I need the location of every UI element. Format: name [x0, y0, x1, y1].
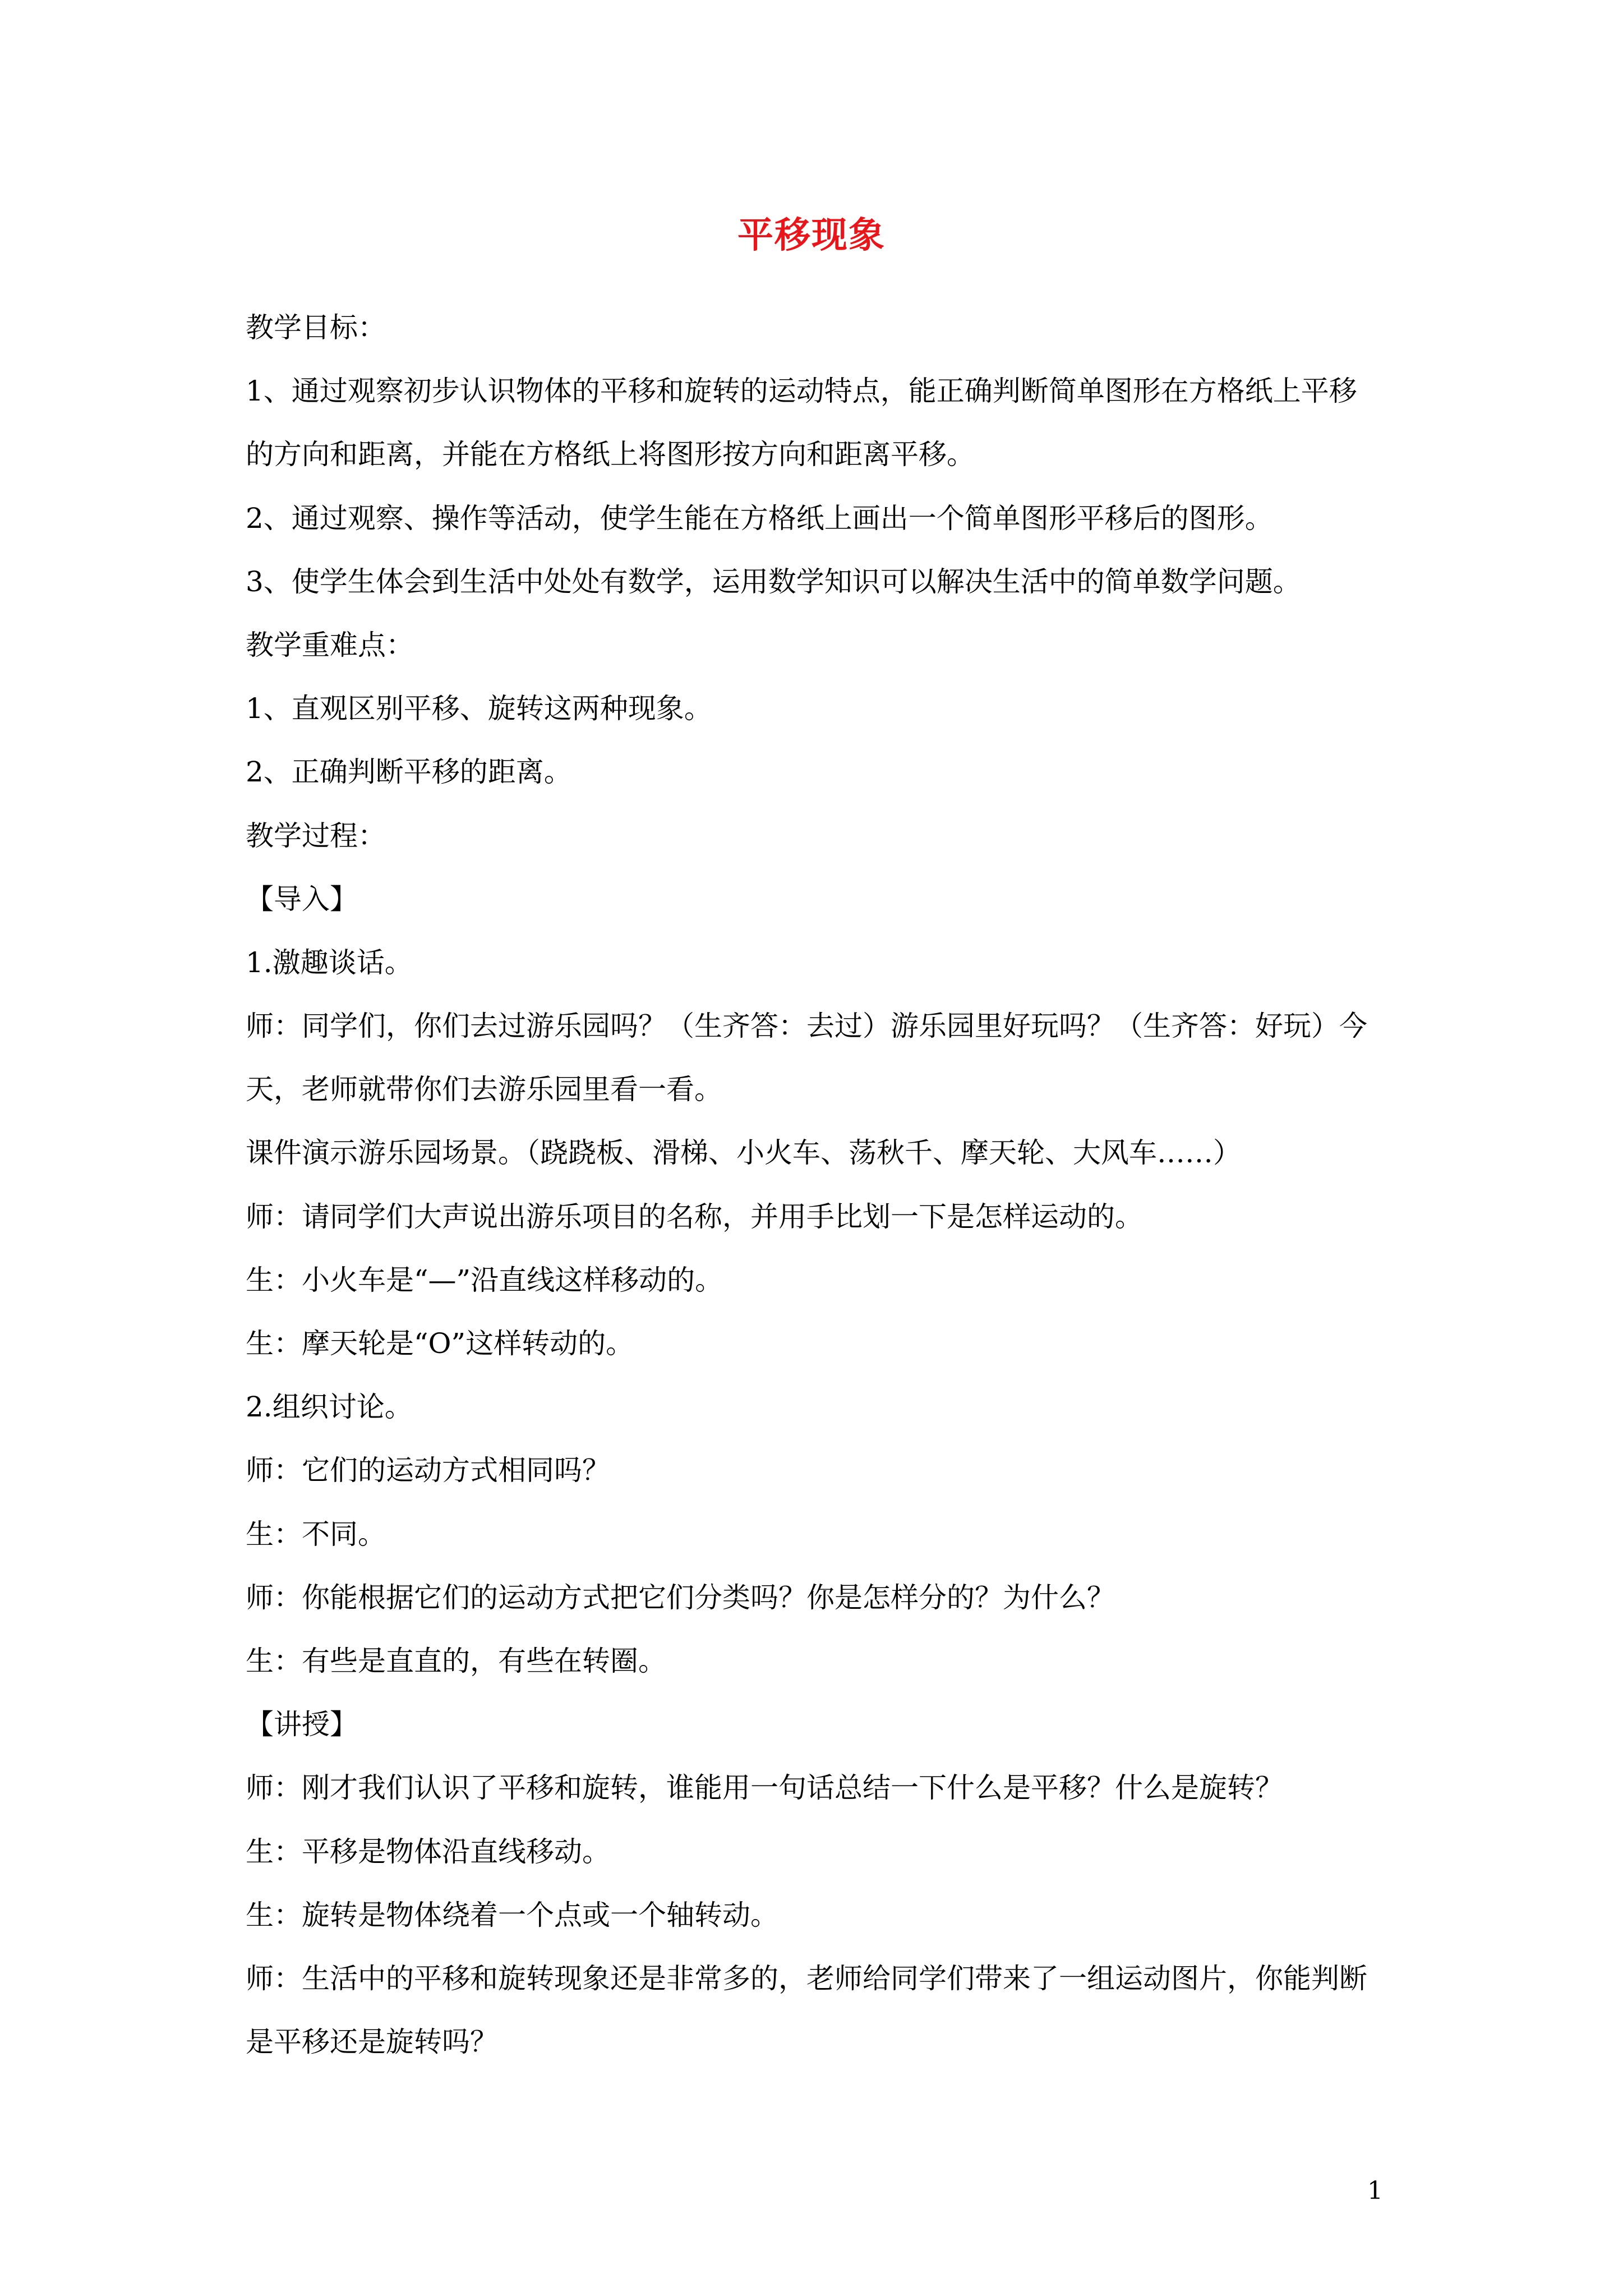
paragraph-line: 是平移还是旋转吗？: [246, 2026, 498, 2059]
paragraph-line: 师：同学们，你们去过游乐园吗？（生齐答：去过）游乐园里好玩吗？（生齐答：好玩）今: [246, 1010, 1367, 1043]
paragraph-line: 1、直观区别平移、旋转这两种现象。: [246, 692, 712, 725]
paragraph-line: 生：小火车是“—”沿直线这样移动的。: [246, 1263, 723, 1296]
paragraph-line: 课件演示游乐园场景。（跷跷板、滑梯、小火车、荡秋千、摩天轮、大风车……）: [246, 1137, 1241, 1170]
section-heading-objectives: 教学目标：: [246, 311, 386, 344]
page-number: 1: [1367, 2177, 1383, 2205]
paragraph-line: 2、通过观察、操作等活动，使学生能在方格纸上画出一个简单图形平移后的图形。: [246, 501, 1273, 535]
paragraph-line: 师：请同学们大声说出游乐项目的名称，并用手比划一下是怎样运动的。: [246, 1200, 1143, 1233]
paragraph-line: 师：它们的运动方式相同吗？: [246, 1454, 610, 1487]
document-body: [246, 296, 1380, 2074]
paragraph-line: 生：旋转是物体绕着一个点或一个轴转动。: [246, 1898, 778, 1931]
paragraph-line: 2.组织讨论。: [246, 1391, 413, 1424]
paragraph-line: 1.激趣谈话。: [246, 946, 413, 979]
paragraph-line: 师：生活中的平移和旋转现象还是非常多的，老师给同学们带来了一组运动图片，你能判断: [246, 1962, 1367, 1995]
paragraph-line: 3、使学生体会到生活中处处有数学，运用数学知识可以解决生活中的简单数学问题。: [246, 565, 1301, 598]
paragraph-line: 生：平移是物体沿直线移动。: [246, 1835, 610, 1868]
paragraph-line: 2、正确判断平移的距离。: [246, 756, 572, 789]
paragraph-line: 1、通过观察初步认识物体的平移和旋转的运动特点，能正确判断简单图形在方格纸上平移: [246, 375, 1357, 408]
paragraph-line: 师：刚才我们认识了平移和旋转，谁能用一句话总结一下什么是平移？什么是旋转？: [246, 1772, 1283, 1805]
paragraph-line: 师：你能根据它们的运动方式把它们分类吗？你是怎样分的？为什么？: [246, 1581, 1115, 1614]
paragraph-line: 天，老师就带你们去游乐园里看一看。: [246, 1073, 722, 1106]
paragraph-line: 生：不同。: [246, 1517, 386, 1550]
subsection-heading-lecture: 【讲授】: [246, 1708, 358, 1741]
document-title: 平移现象: [737, 214, 886, 256]
section-heading-process: 教学过程：: [246, 819, 386, 852]
section-heading-key-points: 教学重难点：: [246, 628, 414, 661]
subsection-heading-intro: 【导入】: [246, 882, 358, 915]
paragraph-line: 生：有些是直直的，有些在转圈。: [246, 1644, 666, 1677]
paragraph-line: 生：摩天轮是“O”这样转动的。: [246, 1327, 634, 1360]
paragraph-line: 的方向和距离，并能在方格纸上将图形按方向和距离平移。: [246, 438, 975, 471]
